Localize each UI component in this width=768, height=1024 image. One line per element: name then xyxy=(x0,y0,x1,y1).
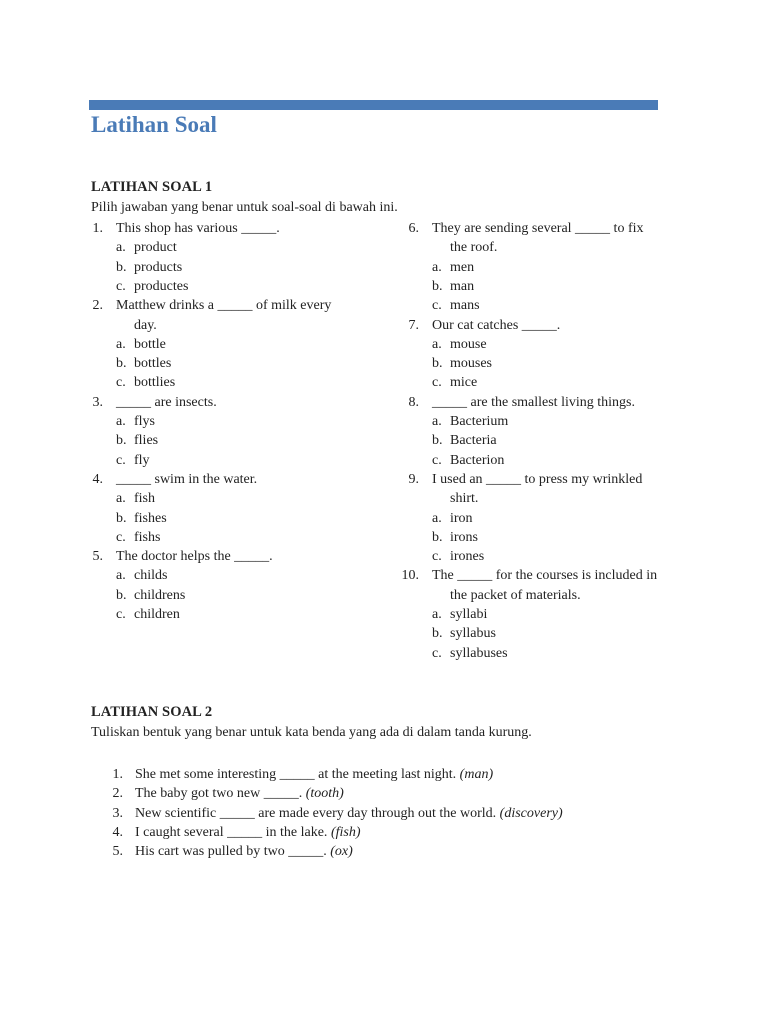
exercise-hint: (discovery) xyxy=(499,805,563,821)
option-text: bottlies xyxy=(134,375,176,391)
section2-instruction: Tuliskan bentuk yang benar untuk kata benda yang ada di dalam tanda kurung. xyxy=(91,725,532,740)
question-text: _____ are insects. xyxy=(116,394,217,410)
option-letter: a. xyxy=(116,491,126,507)
option-text: mice xyxy=(450,375,478,391)
option-letter: b. xyxy=(432,529,443,545)
option-text: bottle xyxy=(134,336,166,352)
option-text: fishes xyxy=(134,510,167,526)
question-text: This shop has various _____. xyxy=(116,221,280,236)
exercise-number: 3. xyxy=(112,805,123,821)
option-letter: a. xyxy=(116,414,126,429)
option-letter: b. xyxy=(432,433,443,449)
exercise-number: 4. xyxy=(112,824,123,840)
option-text: fly xyxy=(134,452,150,468)
question-text-continued: the packet of materials. xyxy=(450,587,581,603)
option-letter: b. xyxy=(116,510,127,526)
exercise-hint: (fish) xyxy=(330,824,361,840)
option-text: irones xyxy=(450,549,485,565)
question-text: _____ are the smallest living things. xyxy=(432,394,635,410)
option-text: men xyxy=(450,259,475,275)
option-letter: c. xyxy=(432,549,442,565)
option-letter: c. xyxy=(116,452,126,468)
option-text: Bacterium xyxy=(450,414,509,429)
exercise-number: 5. xyxy=(112,844,123,860)
option-letter: a. xyxy=(432,607,442,622)
question-text-continued: the roof. xyxy=(450,240,498,256)
option-text: flies xyxy=(134,433,159,449)
option-letter: b. xyxy=(116,259,127,275)
option-text: syllabus xyxy=(450,626,496,642)
option-text: mans xyxy=(450,298,480,314)
question-number: 3. xyxy=(92,394,103,410)
option-text: childs xyxy=(134,568,168,584)
question-number: 4. xyxy=(92,471,103,487)
option-letter: a. xyxy=(432,259,442,275)
question-number: 6. xyxy=(408,221,419,236)
exercise-sentence: She met some interesting _____ at the meeting last night. xyxy=(135,767,460,782)
exercise-sentence: His cart was pulled by two _____. xyxy=(135,844,331,860)
option-letter: a. xyxy=(116,336,126,352)
exercise-number: 1. xyxy=(112,767,123,782)
option-letter: b. xyxy=(116,587,127,603)
option-letter: a. xyxy=(432,336,442,352)
option-text: bottles xyxy=(134,356,172,372)
question-number: 7. xyxy=(408,317,419,333)
option-text: productes xyxy=(134,278,189,294)
exercise-text xyxy=(135,804,563,823)
exercise-text xyxy=(135,842,353,861)
option-letter: b. xyxy=(116,356,127,372)
option-text: mouses xyxy=(450,356,492,372)
section1-heading: LATIHAN SOAL 1 xyxy=(91,179,213,195)
option-text: Bacterion xyxy=(450,452,505,468)
question-number: 5. xyxy=(92,549,103,565)
option-text: fishs xyxy=(134,529,161,545)
question-text: _____ swim in the water. xyxy=(116,471,258,487)
question-text-continued: day. xyxy=(134,317,157,333)
option-letter: c. xyxy=(116,607,126,622)
exercise-hint: (man) xyxy=(459,767,494,782)
option-letter: b. xyxy=(432,626,443,642)
question-text: Our cat catches _____. xyxy=(432,317,561,333)
option-letter: c. xyxy=(116,278,126,294)
question-number: 2. xyxy=(92,298,103,314)
option-letter: a. xyxy=(432,510,442,526)
option-letter: c. xyxy=(116,375,126,391)
exercise-sentence: New scientific _____ are made every day through out the world. xyxy=(135,805,500,821)
section2-heading: LATIHAN SOAL 2 xyxy=(91,704,213,720)
option-text: children xyxy=(134,607,180,622)
option-letter: c. xyxy=(432,298,442,314)
option-text: flys xyxy=(134,414,155,429)
exercise-number: 2. xyxy=(112,786,123,802)
exercise-text xyxy=(135,784,344,803)
question-text: The _____ for the courses is included in xyxy=(432,568,658,584)
option-letter: b. xyxy=(116,433,127,449)
question-number: 10. xyxy=(401,568,419,584)
section1-instruction: Pilih jawaban yang benar untuk soal-soal di bawah ini. xyxy=(91,200,398,215)
option-letter: b. xyxy=(432,278,443,294)
option-letter: c. xyxy=(432,645,442,661)
option-letter: a. xyxy=(116,568,126,584)
exercise-text xyxy=(135,765,493,784)
exercise-sentence: I caught several _____ in the lake. xyxy=(135,824,331,840)
option-text: fish xyxy=(134,491,155,507)
option-text: syllabi xyxy=(450,607,488,622)
exercise-text xyxy=(135,823,361,842)
option-text: Bacteria xyxy=(450,433,497,449)
option-text: childrens xyxy=(134,587,186,603)
option-text: irons xyxy=(450,529,478,545)
option-letter: c. xyxy=(432,375,442,391)
question-text: I used an _____ to press my wrinkled xyxy=(432,471,643,487)
question-text-continued: shirt. xyxy=(450,491,479,507)
question-number: 8. xyxy=(408,394,419,410)
exercise-hint: (tooth) xyxy=(305,786,344,802)
question-text: The doctor helps the _____. xyxy=(116,549,273,565)
option-letter: a. xyxy=(116,240,126,256)
option-text: syllabuses xyxy=(450,645,508,661)
page-title: Latihan Soal xyxy=(91,112,217,137)
exercise-hint: (ox) xyxy=(330,844,353,860)
option-text: products xyxy=(134,259,183,275)
exercise-sentence: The baby got two new _____. xyxy=(135,786,306,802)
option-letter: a. xyxy=(432,414,442,429)
question-number: 1. xyxy=(92,221,103,236)
option-text: mouse xyxy=(450,336,487,352)
question-text: Matthew drinks a _____ of milk every xyxy=(116,298,332,314)
title-rule xyxy=(89,100,658,110)
option-text: product xyxy=(134,240,177,256)
option-letter: c. xyxy=(116,529,126,545)
question-text: They are sending several _____ to fix xyxy=(432,221,644,236)
option-text: man xyxy=(450,278,475,294)
option-letter: c. xyxy=(432,452,442,468)
option-text: iron xyxy=(450,510,473,526)
question-number: 9. xyxy=(408,471,419,487)
option-letter: b. xyxy=(432,356,443,372)
